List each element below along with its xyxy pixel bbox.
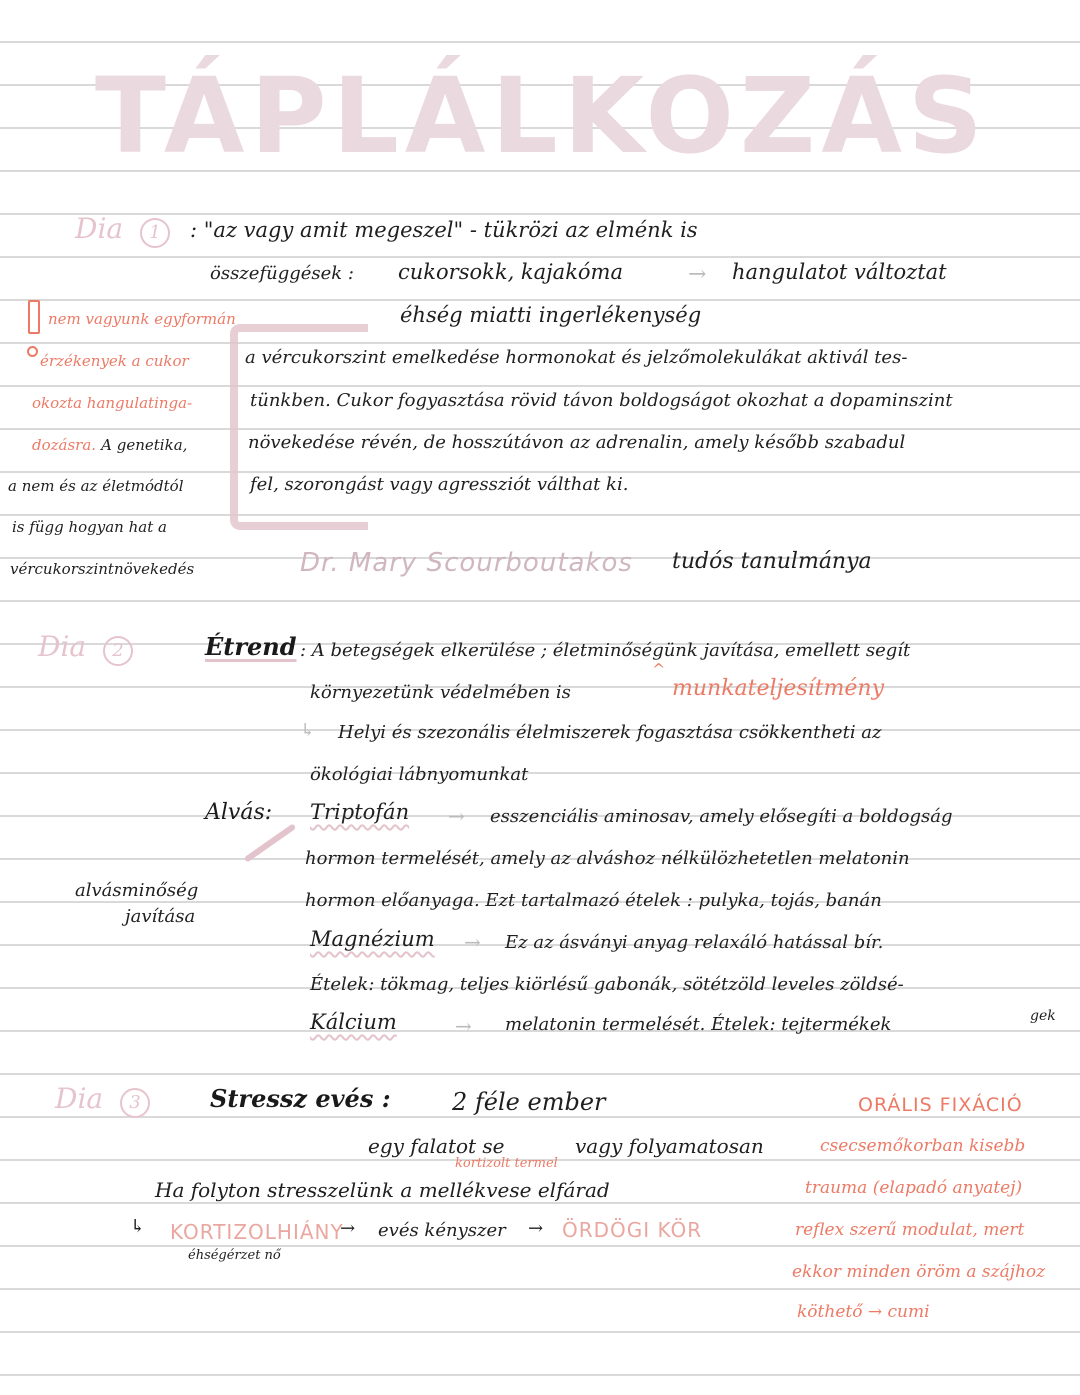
hunger-increases: éhségérzet nő (188, 1248, 281, 1263)
page-title: TÁPLÁLKOZÁS (95, 55, 989, 177)
side-note-pink-1: nem vagyunk egyformán (48, 310, 236, 328)
arrow-right-icon: → (448, 804, 465, 828)
sleep-quality-note-1: alvásminőség (75, 880, 199, 901)
alvas-line-5: Ételek: tökmag, teljes kiörlésű gabonák, sötétzöld leveles zöldsé- (310, 974, 904, 995)
side-note-black-1: A genetika, (101, 436, 188, 454)
source-author: Dr. Mary Scourboutakos (300, 548, 633, 578)
eating-compulsion: evés kényszer (378, 1220, 506, 1241)
side-note-pink-3: okozta hangulatinga- (32, 394, 193, 412)
oral-fixation-line-2: trauma (elapadó anyatej) (805, 1178, 1023, 1198)
dia1-box-line-1: a vércukorszint emelkedése hormonokat és jelzőmolekulákat aktivál tes- (245, 347, 908, 368)
dia1-word: Dia (75, 212, 124, 245)
tryptophan-term: Triptofán (310, 800, 410, 824)
pointer-arrow-icon (244, 823, 297, 862)
alvas-line-5-cont: gek (1030, 1008, 1056, 1024)
dia1-mood-change: hangulatot változtat (732, 260, 947, 284)
dia1-box-line-2: tünkben. Cukor fogyasztása rövid távon boldogságot okozhat a dopaminszint (250, 390, 953, 411)
alvas-line-4: Ez az ásványi anyag relaxáló hatással bír. (505, 932, 884, 953)
side-note-black-2: a nem és az életmódtól (8, 477, 184, 495)
alvas-heading: Alvás: (205, 800, 273, 825)
type-constantly: vagy folyamatosan (575, 1134, 764, 1158)
etrend-heading: Étrend (205, 632, 297, 661)
arrow-right-icon: → (455, 1014, 472, 1038)
dia3-word: Dia (55, 1082, 104, 1115)
oral-fixation-line-4: ekkor minden öröm a szájhoz (792, 1262, 1046, 1282)
source-study: tudós tanulmánya (672, 549, 872, 574)
type-not-a-bite: egy falatot se (368, 1134, 505, 1158)
cortisol-note: kortizolt termel (455, 1156, 558, 1171)
oral-fixation-line-3: reflex szerű modulat, mert (795, 1220, 1025, 1240)
dia1-hunger-line: éhség miatti ingerlékenység (400, 303, 702, 327)
arrow-right-icon: → (528, 1218, 544, 1239)
dia3-number-circle: 3 (120, 1088, 150, 1118)
arrow-right-icon: → (340, 1218, 356, 1239)
dia2-label (38, 630, 133, 666)
work-performance-note: munkateljesítmény (672, 676, 885, 701)
alvas-line-2: hormon termelését, amely az alváshoz nélkülözhetetlen melatonin (305, 848, 910, 869)
dot-icon (27, 346, 38, 357)
stress-eating-heading: Stressz evés : (210, 1084, 391, 1113)
side-note-line-4 (32, 435, 187, 454)
vicious-circle: ÖRDÖGI KÖR (562, 1218, 703, 1242)
oral-fixation-line-5: köthető → cumi (797, 1302, 930, 1322)
alvas-line-6: melatonin termelését. Ételek: tejtermékek (505, 1014, 892, 1035)
etrend-line-2: környezetünk védelmében is (310, 682, 571, 703)
dia1-box-line-4: fel, szorongást vagy agressziót válthat ki. (250, 474, 629, 495)
oral-fixation-title: ORÁLIS FIXÁCIÓ (858, 1094, 1023, 1116)
arrow-turn-icon: ↳ (130, 1216, 146, 1237)
etrend-line-3: Helyi és szezonális élelmiszerek fogasztása csökkentheti az (338, 722, 882, 743)
dia1-number-circle: 1 (140, 218, 170, 248)
dia1-quote-line: : "az vagy amit megeszel" - tükrözi az elménk is (190, 218, 698, 242)
alvas-line-3: hormon előanyaga. Ezt tartalmazó ételek : pulyka, tojás, banán (305, 890, 882, 911)
dia3-label (55, 1082, 150, 1118)
caret-up-icon: ^ (652, 660, 666, 679)
etrend-line-4: ökológiai lábnyomunkat (310, 764, 529, 785)
dia1-box-line-3: növekedése révén, de hosszútávon az adrenalin, amely később szabadul (248, 432, 906, 453)
arrow-turn-icon: ↳ (300, 720, 316, 741)
etrend-line-1: : A betegségek elkerülése ; életminőségünk javítása, emellett segít (300, 640, 911, 661)
dia1-connections-items: cukorsokk, kajakóma (398, 260, 623, 284)
sleep-quality-note-2: javítása (125, 906, 196, 927)
side-note-black-3: is függ hogyan hat a (12, 518, 167, 536)
oral-fixation-line-1: csecsemőkorban kisebb (820, 1136, 1026, 1156)
side-note-pink-2: érzékenyek a cukor (40, 352, 189, 370)
magnesium-term: Magnézium (310, 927, 435, 951)
exclamation-icon (28, 300, 40, 334)
two-types-of-people: 2 féle ember (452, 1088, 606, 1116)
side-note-black-4: vércukorszintnövekedés (10, 560, 195, 578)
arrow-right-icon: → (688, 262, 707, 287)
dia2-number-circle: 2 (103, 636, 133, 666)
alvas-line-1: esszenciális aminosav, amely elősegíti a boldogság (490, 806, 953, 827)
dia1-label (75, 212, 170, 248)
dia1-connections-label: összefüggések : (210, 263, 354, 284)
cortisol-deficit: KORTIZOLHIÁNY (170, 1220, 344, 1244)
arrow-right-icon: → (464, 930, 481, 954)
calcium-term: Kálcium (310, 1010, 397, 1034)
side-note-pink-4: dozásra. (32, 436, 97, 454)
stress-consequence: Ha folyton stresszelünk a mellékvese elfárad (155, 1178, 610, 1202)
dia2-word: Dia (38, 630, 87, 663)
